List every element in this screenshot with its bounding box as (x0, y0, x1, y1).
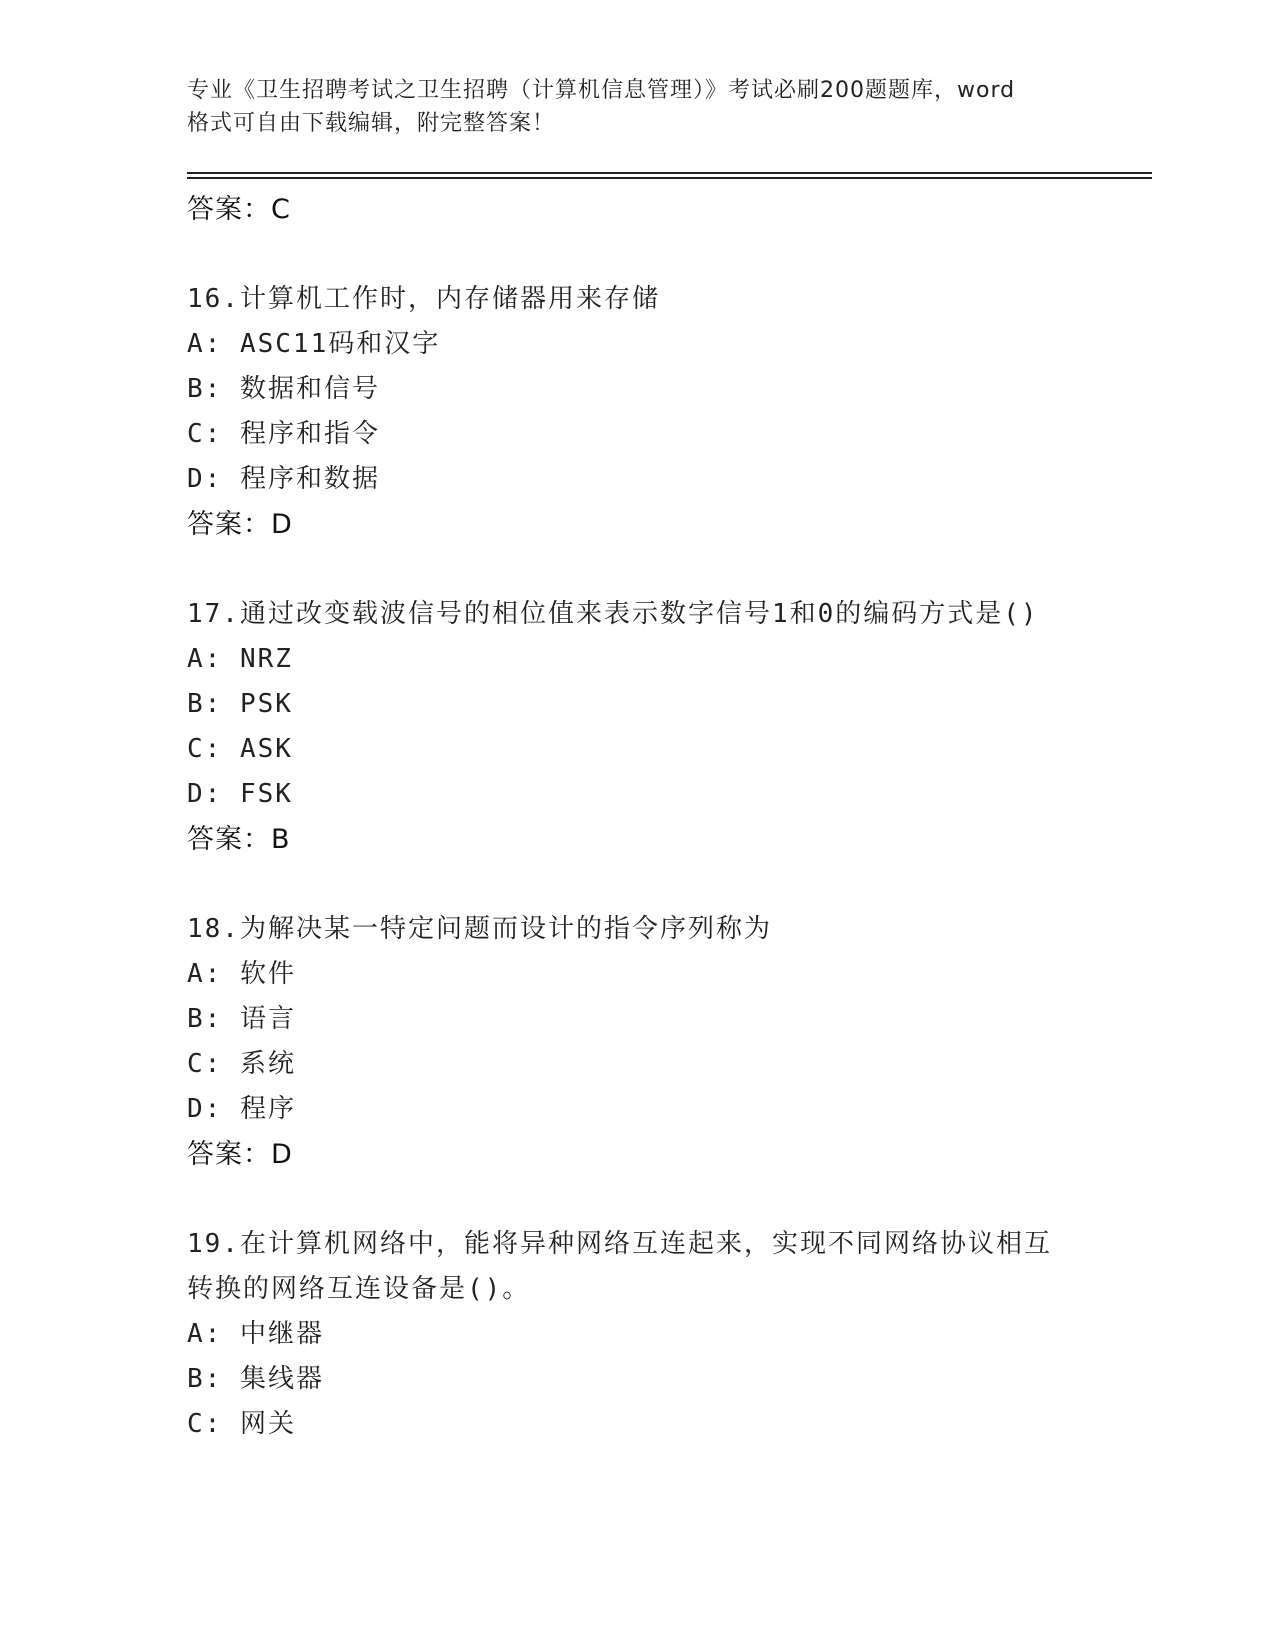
option-c: C: 网关 (187, 1409, 296, 1439)
option-c: C: 程序和指令 (187, 419, 380, 449)
header-divider-line-2 (187, 177, 1152, 179)
question-stem: 18.为解决某一特定问题而设计的指令序列称为 (187, 914, 772, 944)
header-divider-line (187, 172, 1152, 174)
option-a: A: NRZ (187, 644, 293, 674)
option-a: A: ASC11码和汉字 (187, 329, 441, 359)
answer-line: 答案：D (187, 1139, 293, 1170)
question-block (187, 907, 1137, 1178)
option-b: B: PSK (187, 689, 293, 719)
document-header-note (187, 74, 1087, 140)
option-d: D: FSK (187, 779, 293, 809)
answer-line: 答案：C (187, 194, 291, 225)
question-block (187, 592, 1137, 863)
option-b: B: 集线器 (187, 1364, 324, 1394)
question-list (187, 187, 1137, 1447)
option-b: B: 数据和信号 (187, 374, 380, 404)
header-line-1: 专业《卫生招聘考试之卫生招聘（计算机信息管理）》考试必刷200题题库，word (187, 78, 1016, 103)
answer-line: 答案：B (187, 824, 291, 855)
option-a: A: 软件 (187, 959, 296, 989)
option-d: D: 程序和数据 (187, 464, 380, 494)
question-stem-line-2: 转换的网络互连设备是()。 (187, 1274, 531, 1304)
question-stem: 16.计算机工作时，内存储器用来存储 (187, 284, 660, 314)
option-d: D: 程序 (187, 1094, 296, 1124)
question-stem: 17.通过改变载波信号的相位值来表示数字信号1和0的编码方式是() (187, 599, 1039, 629)
option-c: C: ASK (187, 734, 293, 764)
option-a: A: 中继器 (187, 1319, 324, 1349)
question-block (187, 277, 1137, 548)
question-block (187, 1222, 1137, 1447)
question-stem-line-1: 19.在计算机网络中，能将异种网络互连起来，实现不同网络协议相互 (187, 1229, 1052, 1259)
option-c: C: 系统 (187, 1049, 296, 1079)
option-b: B: 语言 (187, 1004, 296, 1034)
header-line-2: 格式可自由下载编辑，附完整答案！ (187, 111, 556, 136)
answer-line: 答案：D (187, 509, 293, 540)
